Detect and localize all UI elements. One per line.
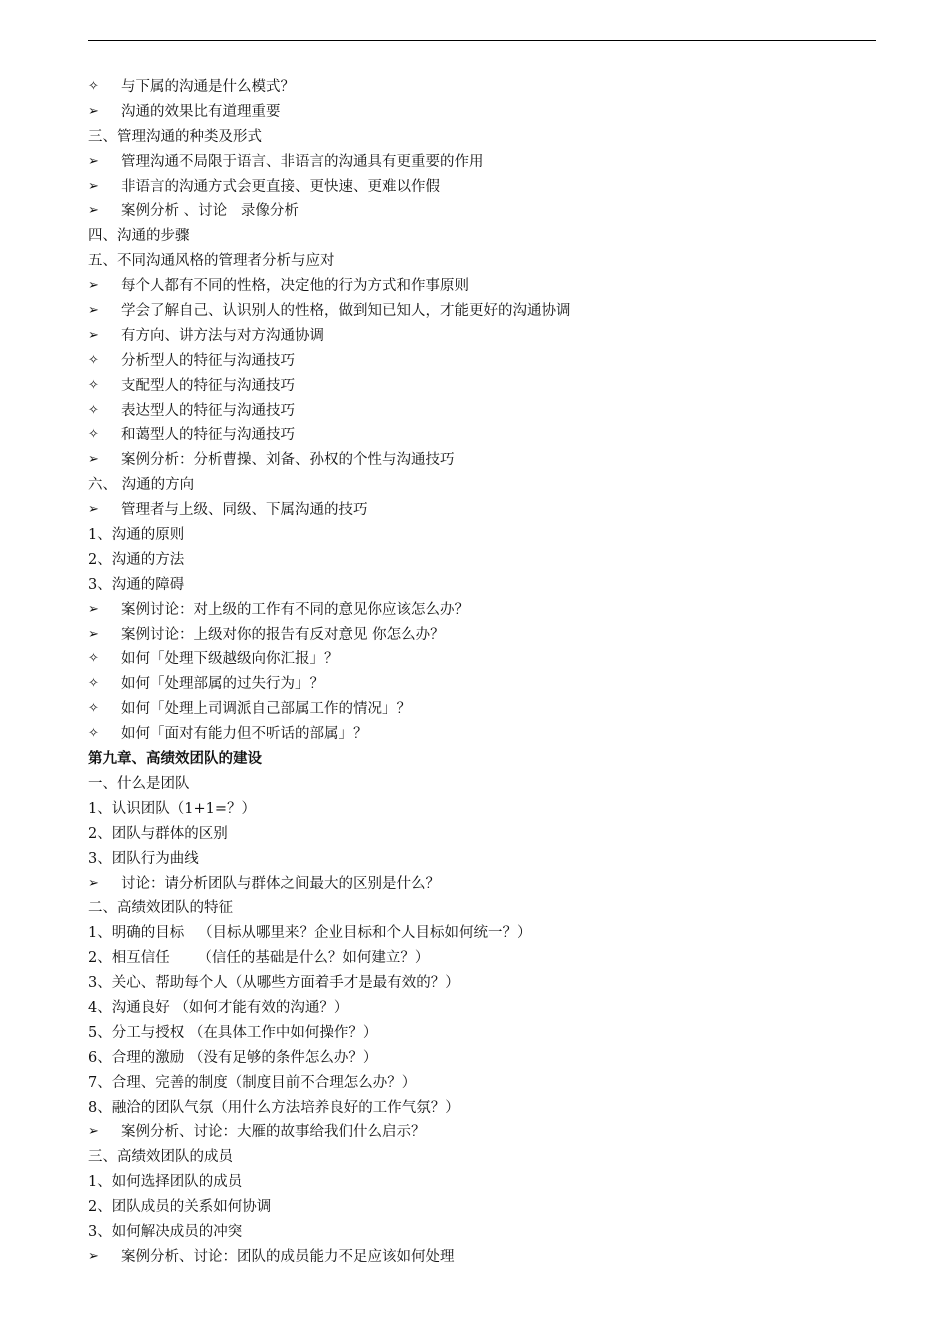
line-text: 三、高绩效团队的成员: [88, 1149, 233, 1166]
line-text: 如何「处理上司调派自己部属工作的情况」？: [121, 701, 411, 718]
document-line: [88, 349, 888, 374]
document-line: [88, 1071, 888, 1096]
document-line: [88, 772, 888, 797]
document-line: [88, 274, 888, 299]
document-line: [88, 1245, 888, 1270]
line-text: 每个人都有不同的性格，决定他的行为方式和作事原则: [121, 278, 469, 295]
document-line: [88, 797, 888, 822]
line-text: 2、相互信任 （信任的基础是什么？如何建立？）: [88, 950, 430, 967]
document-line: [88, 623, 888, 648]
document-line: [88, 100, 888, 125]
line-text: 3、如何解决成员的冲突: [88, 1223, 243, 1240]
document-line: [88, 921, 888, 946]
document-line: [88, 548, 888, 573]
document-line: [88, 971, 888, 996]
diamond-bullet-icon: ✧: [88, 701, 99, 717]
line-text: 2、团队成员的关系如何协调: [88, 1199, 272, 1216]
diamond-bullet-icon: ✧: [88, 377, 99, 393]
document-line: [88, 1220, 888, 1245]
document-line: [88, 175, 888, 200]
line-text: 5、分工与授权 （在具体工作中如何操作？）: [88, 1024, 378, 1041]
document-line: [88, 1195, 888, 1220]
document-line: [88, 199, 888, 224]
line-text: 管理沟通不局限于语言、非语言的沟通具有更重要的作用: [121, 153, 484, 170]
line-text: 3、沟通的障碍: [88, 576, 185, 593]
line-text: 4、沟通良好 （如何才能有效的沟通？）: [88, 999, 349, 1016]
line-text: 第九章、高绩效团队的建设: [88, 750, 262, 768]
line-text: 案例分析、讨论：大雁的故事给我们什么启示？: [121, 1124, 426, 1141]
document-line: [88, 125, 888, 150]
line-text: 一、什么是团队: [88, 775, 190, 792]
arrow-bullet-icon: ➢: [88, 1248, 99, 1264]
diamond-bullet-icon: ✧: [88, 352, 99, 368]
document-line: [88, 822, 888, 847]
diamond-bullet-icon: ✧: [88, 402, 99, 418]
line-text: 与下属的沟通是什么模式？: [121, 79, 295, 95]
document-line: [88, 224, 888, 249]
line-text: 案例讨论：上级对你的报告有反对意见 你怎么办？: [121, 626, 445, 643]
document-line: [88, 573, 888, 598]
document-line: [88, 872, 888, 897]
document-line: [88, 324, 888, 349]
document-line: [88, 75, 888, 100]
document-body: [88, 75, 888, 1270]
line-text: 四、沟通的步骤: [88, 228, 190, 245]
document-line: [88, 847, 888, 872]
document-line: [88, 1021, 888, 1046]
line-text: 三、管理沟通的种类及形式: [88, 128, 262, 145]
arrow-bullet-icon: ➢: [88, 452, 99, 468]
document-line: [88, 448, 888, 473]
line-text: 3、关心、帮助每个人（从哪些方面着手才是最有效的？）: [88, 975, 460, 992]
line-text: 1、明确的目标 （目标从哪里来？企业目标和个人目标如何统一？）: [88, 925, 532, 942]
arrow-bullet-icon: ➢: [88, 153, 99, 169]
document-line: [88, 399, 888, 424]
arrow-bullet-icon: ➢: [88, 875, 99, 891]
document-line: [88, 150, 888, 175]
line-text: 沟通的效果比有道理重要: [121, 103, 281, 120]
line-text: 五、不同沟通风格的管理者分析与应对: [88, 253, 335, 270]
arrow-bullet-icon: ➢: [88, 327, 99, 343]
document-line: [88, 299, 888, 324]
line-text: 3、团队行为曲线: [88, 850, 199, 867]
diamond-bullet-icon: ✧: [88, 676, 99, 692]
arrow-bullet-icon: ➢: [88, 178, 99, 194]
document-line: [88, 1145, 888, 1170]
line-text: 二、高绩效团队的特征: [88, 900, 233, 917]
document-line: [88, 996, 888, 1021]
line-text: 支配型人的特征与沟通技巧: [121, 377, 295, 394]
line-text: 如何「处理部属的过失行为」？: [121, 676, 324, 693]
diamond-bullet-icon: ✧: [88, 726, 99, 742]
document-line: [88, 1096, 888, 1121]
document-line: [88, 523, 888, 548]
line-text: 7、合理、完善的制度（制度目前不合理怎么办？）: [88, 1074, 417, 1091]
chapter-heading: [88, 747, 888, 772]
document-line: [88, 1170, 888, 1195]
arrow-bullet-icon: ➢: [88, 103, 99, 119]
header-rule: [88, 40, 876, 41]
document-line: [88, 1046, 888, 1071]
line-text: 如何「处理下级越级向你汇报」？: [121, 651, 339, 668]
diamond-bullet-icon: ✧: [88, 427, 99, 443]
document-line: [88, 374, 888, 399]
line-text: 讨论：请分析团队与群体之间最大的区别是什么？: [121, 875, 440, 892]
line-text: 非语言的沟通方式会更直接、更快速、更难以作假: [121, 178, 440, 195]
line-text: 2、团队与群体的区别: [88, 825, 228, 842]
document-line: [88, 598, 888, 623]
arrow-bullet-icon: ➢: [88, 601, 99, 617]
document-line: [88, 473, 888, 498]
line-text: 1、如何选择团队的成员: [88, 1174, 243, 1191]
document-line: [88, 647, 888, 672]
line-text: 1、认识团队（1+1=？）: [88, 800, 256, 817]
line-text: 如何「面对有能力但不听话的部属」？: [121, 726, 368, 743]
line-text: 和蔼型人的特征与沟通技巧: [121, 427, 295, 444]
line-text: 案例分析 、讨论 录像分析: [121, 203, 299, 220]
line-text: 分析型人的特征与沟通技巧: [121, 352, 295, 369]
line-text: 案例讨论：对上级的工作有不同的意见你应该怎么办？: [121, 601, 469, 618]
arrow-bullet-icon: ➢: [88, 203, 99, 219]
line-text: 案例分析、讨论：团队的成员能力不足应该如何处理: [121, 1248, 455, 1265]
document-line: [88, 722, 888, 747]
document-line: [88, 946, 888, 971]
document-line: [88, 249, 888, 274]
document-line: [88, 672, 888, 697]
line-text: 8、融洽的团队气氛（用什么方法培养良好的工作气氛？）: [88, 1099, 460, 1116]
arrow-bullet-icon: ➢: [88, 278, 99, 294]
line-text: 6、合理的激励 （没有足够的条件怎么办？）: [88, 1049, 378, 1066]
arrow-bullet-icon: ➢: [88, 502, 99, 518]
arrow-bullet-icon: ➢: [88, 1124, 99, 1140]
line-text: 六、 沟通的方向: [88, 477, 195, 494]
arrow-bullet-icon: ➢: [88, 303, 99, 319]
line-text: 管理者与上级、同级、下属沟通的技巧: [121, 502, 368, 519]
document-line: [88, 498, 888, 523]
line-text: 有方向、讲方法与对方沟通协调: [121, 327, 324, 344]
diamond-bullet-icon: ✧: [88, 651, 99, 667]
document-line: [88, 1120, 888, 1145]
document-line: [88, 697, 888, 722]
line-text: 表达型人的特征与沟通技巧: [121, 402, 295, 419]
arrow-bullet-icon: ➢: [88, 626, 99, 642]
line-text: 学会了解自己、认识别人的性格，做到知已知人，才能更好的沟通协调: [121, 303, 571, 320]
diamond-bullet-icon: ✧: [88, 79, 99, 94]
line-text: 1、沟通的原则: [88, 527, 185, 544]
line-text: 案例分析：分析曹操、刘备、孙权的个性与沟通技巧: [121, 452, 455, 469]
document-line: [88, 423, 888, 448]
line-text: 2、沟通的方法: [88, 551, 185, 568]
document-line: [88, 896, 888, 921]
